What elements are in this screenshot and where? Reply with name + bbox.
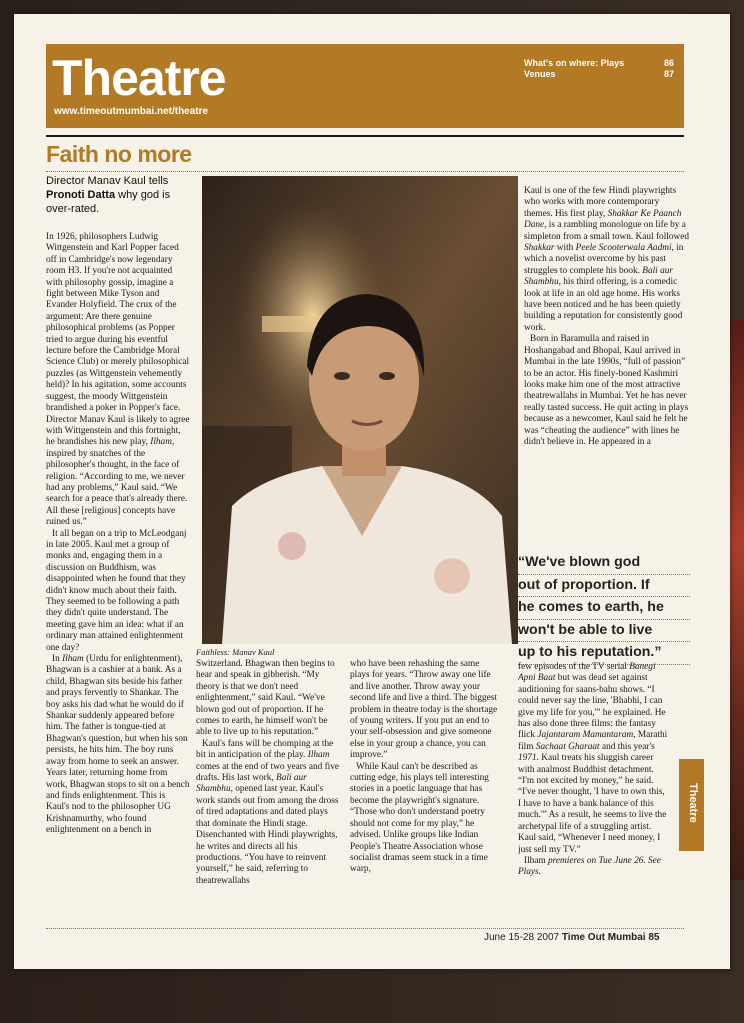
paragraph: Kaul is one of the few Hindi playwrights who works with more contemporary themes. His first play, Shakkar Ke Paanch Dane, is a rambling monologue on life by a simpleton from a small town. Kaul followed Shakkar with Peele Scooterwala Aadmi, in which a novelist overcome by his past struggles to complete his book. Bali aur Shambhu, his third offering, is a comedic look at life in an old age home. His works have been noticed and he has been quietly building a reputation for consistently good work.: [524, 186, 689, 333]
nav-label: Venues: [524, 69, 556, 79]
standfirst-text: why god is over-rated.: [46, 189, 171, 215]
paragraph: Switzerland. Bhagwan then begins to hear and speak in gibberish. “My theory is that we don't need enlightenment,” said Kaul. “We've blown god out of proportion. If he comes to earth, he himself won't be able to live up to his reputation.”: [196, 659, 335, 738]
pull-quote-line: up to his reputation.”: [518, 642, 690, 665]
photo-caption: Faithless: Manav Kaul: [196, 647, 275, 657]
side-tab-label: Theatre: [687, 783, 699, 823]
headline-rule: [46, 171, 684, 172]
paragraph: Born in Baramulla and raised in Hoshangabad and Bhopal, Kaul arrived in Mumbai in the late 1990s, “full of passion” to be an actor. His finely-boned Kashmiri looks make him one of the most attractive theatrewallahs in Mumbai. Yet he has never really tasted success. He quit acting in plays because as a newcomer, Kaul said he felt he was “cheating the audience” with lines he didn't believe in. He appeared in a: [524, 334, 689, 447]
section-url: www.timeoutmumbai.net/theatre: [54, 106, 209, 117]
portrait-illustration: [202, 176, 518, 644]
article-column-3: [350, 659, 500, 909]
article-column-4-top: [524, 186, 690, 552]
paragraph: While Kaul can't be described as cutting edge, his plays tell interesting stories in a poetic language that has become the playwright's signature. “Those who don't understand poetry should not come for my play,” he advised. Unlike groups like Indian People's Theatre Association whose socialist dramas seem stuck in a time warp,: [350, 761, 489, 875]
article-column-2: [196, 659, 342, 909]
section-side-tab: [679, 759, 704, 851]
page-number: 85: [648, 932, 660, 943]
paragraph: who have been rehashing the same plays for years. “Throw away one life and live another. Throw away your second life and live a third. The biggest problem in theatre today is the shortage of young writers. If you put an end to your self-obsession and give someone else in your group a chance, you can improve.”: [350, 659, 498, 761]
article-standfirst: [46, 174, 186, 216]
pull-quote-line: “We've blown god: [518, 552, 690, 575]
nav-page: 86: [663, 58, 674, 68]
nav-label: What's on where: Plays: [524, 58, 625, 68]
pull-quote-line: out of proportion. If: [518, 575, 690, 598]
pull-quote: [518, 552, 690, 665]
standfirst-text: Director Manav Kaul tells: [46, 175, 169, 187]
article-headline: Faith no more: [46, 141, 192, 167]
page-footer: [484, 932, 659, 943]
section-nav: [524, 58, 674, 80]
magazine-name: Time Out Mumbai: [561, 932, 646, 943]
footer-rule: [46, 928, 684, 929]
paragraph: Ilham premieres on Tue June 26. See Plays.: [518, 855, 661, 878]
issue-date: June 15-28 2007: [484, 932, 560, 943]
pull-quote-line: won't be able to live: [518, 620, 690, 643]
nav-page: 87: [663, 69, 674, 79]
article-column-1: [46, 232, 190, 912]
paragraph: In Ilham (Urdu for enlightenment), Bhagwan is a cashier at a bank. As a child, Bhagwan sits beside his father and prays fervently to Shankar. The boy asks his dad what he would do if Shankar suddenly appeared before him. The father is tongue-tied at Bhagwan's question, but when his son persists, he hits him. The boy runs away from home to seek an answer. Years later, returning home from work, Bhagwan stops to sit on a bench and finds enlightenment. This is Kaul's nod to the philosopher UG Krishnamurthy, who found enlightenment on a bench in: [46, 654, 190, 836]
nav-item-venues: [524, 69, 674, 80]
section-title: Theatre: [52, 50, 226, 106]
section-masthead: [46, 44, 684, 128]
pull-quote-line: he comes to earth, he: [518, 597, 690, 620]
portrait-photo: [202, 176, 518, 644]
header-rule: [46, 135, 684, 137]
nav-item-plays: [524, 58, 674, 69]
article-column-4-bottom: [518, 662, 670, 912]
paragraph: Kaul's fans will be chomping at the bit in anticipation of the play. Ilham comes at the end of two years and five drafts. His last work, Bali aur Shambhu, opened last year. Kaul's work stands out from among the dross of tired adaptations and dated plays that dominate the Hindi stage. Disenchanted with Hindi playwrights, he writes and directs all his productions. “You have to reinvent yourself,” he said, referring to theatrewallahs: [196, 738, 340, 886]
paragraph: It all began on a trip to McLeodganj in late 2005. Kaul met a group of monks and, engaging them in a discussion on Buddhism, was disappointed when he found that they didn't know much about their faith. They seemed to be following a path they didn't quite understand. The meeting gave him an idea: what if an ordinary man attained enlightenment one day?: [46, 528, 187, 653]
paragraph: few episodes of the TV serial Banegi Apni Baat but was dead set against auditioning for saans-bahu shows. “I could never say the line, 'Bhabhi, I can give my life for you,'” he explained. He has also done three films: the fantasy flick Jajantaram Mamantaram, Marathi film Sachaat Gharaat and this year's 1971. Kaul treats his sluggish career with analmost Buddhist detachment. “I'm not excited by money,” he said. “I've never thought, 'I have to own this, I have to have a bank balance of this much.'” As a result, he seems to live the archetypal life of a struggling artist. Kaul said, “Whenever I need money, I just sell my TV.”: [518, 662, 668, 855]
paragraph: In 1926, philosophers Ludwig Wittgenstein and Karl Popper faced off in Cambridge's now legendary room H3. If you're not acquainted with philosophy gossip, imagine a fight between Mike Tyson and Evander Holyfield. The crux of the argument: Are there genuine philosophical problems (as Popper tried to argue during his eventful lecture before the Cambridge Moral Science Club) or merely philosophical puzzles (as Wittgenstein vehemently held)? In his agitation, some accounts suggest, the moody Wittgenstein brandished a poker in Popper's face. Director Manav Kaul is likely to agree with Wittgenstein and this fortnight, he brandishes his new play, Ilham, inspired by snatches of the philosopher's thought, in the face of religion. “According to me, we never had any problems,” Kaul said. “We search for a peace that's already there. All these [religious] concepts have ruined us.”: [46, 232, 190, 528]
magazine-page: [14, 14, 730, 969]
author-name: Pronoti Datta: [46, 189, 116, 201]
